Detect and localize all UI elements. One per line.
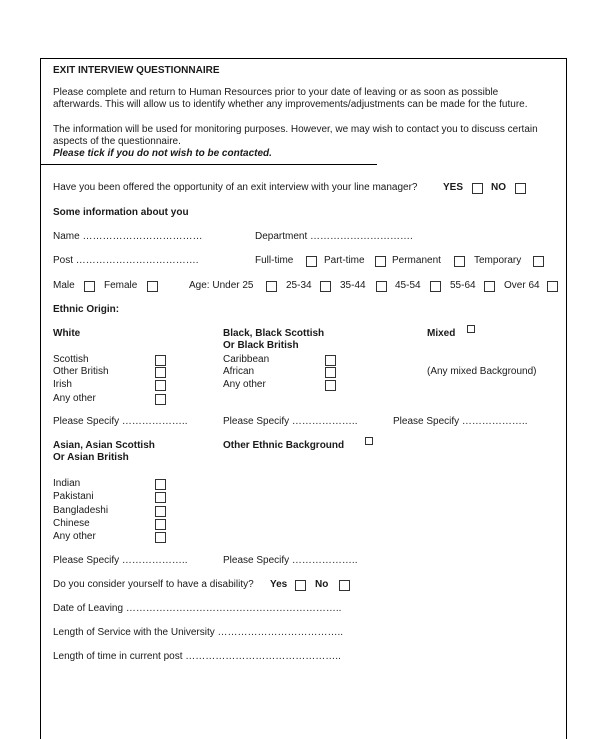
header-divider <box>41 164 377 165</box>
white-any-other-checkbox[interactable] <box>155 394 166 405</box>
asian-bangladeshi-checkbox[interactable] <box>155 506 166 517</box>
age-55-64-checkbox[interactable] <box>484 281 495 292</box>
temporary-checkbox[interactable] <box>533 256 544 267</box>
asian-any-other-checkbox[interactable] <box>155 532 166 543</box>
exit-no-checkbox[interactable] <box>515 183 526 194</box>
black-heading-2: Or Black British <box>223 340 299 351</box>
black-option-any-other: Any other <box>223 379 266 390</box>
white-other-british-checkbox[interactable] <box>155 367 166 378</box>
length-in-post-field[interactable]: Length of time in current post ……………………………………….. <box>53 651 341 662</box>
monitor-line-1: The information will be used for monitoring purposes. However, we may wish to contact you to discuss certain <box>53 124 538 135</box>
disability-yes-checkbox[interactable] <box>295 580 306 591</box>
age-55-64-label: 55-64 <box>450 280 476 291</box>
white-heading: White <box>53 328 81 339</box>
department-field[interactable]: Department …………………………. <box>255 231 413 242</box>
mixed-note: (Any mixed Background) <box>427 366 537 377</box>
age-under-25-checkbox[interactable] <box>266 281 277 292</box>
mixed-heading: Mixed <box>427 328 456 339</box>
age-over-64-checkbox[interactable] <box>547 281 558 292</box>
exit-no-label: NO <box>491 182 506 193</box>
disability-no-checkbox[interactable] <box>339 580 350 591</box>
white-irish-checkbox[interactable] <box>155 380 166 391</box>
white-specify-field[interactable]: Please Specify ……………….. <box>53 416 188 427</box>
other-specify-field[interactable]: Please Specify ……………….. <box>223 555 358 566</box>
asian-option-any-other: Any other <box>53 531 96 542</box>
black-option-caribbean: Caribbean <box>223 354 270 365</box>
asian-option-chinese: Chinese <box>53 518 90 529</box>
age-25-34-checkbox[interactable] <box>320 281 331 292</box>
asian-option-indian: Indian <box>53 478 81 489</box>
no-contact-note: Please tick if you do not wish to be contacted. <box>53 148 272 159</box>
female-checkbox[interactable] <box>147 281 158 292</box>
other-ethnic-heading: Other Ethnic Background <box>223 440 345 451</box>
exit-yes-checkbox[interactable] <box>472 183 483 194</box>
about-heading: Some information about you <box>53 207 189 218</box>
questionnaire-sheet <box>40 58 567 739</box>
post-field[interactable]: Post ………………………………. <box>53 255 199 266</box>
black-african-checkbox[interactable] <box>325 367 336 378</box>
date-of-leaving-field[interactable]: Date of Leaving ……………………………………………………….. <box>53 603 342 614</box>
intro-line-1: Please complete and return to Human Resources prior to your date of leaving or as soon as possible <box>53 87 499 98</box>
fulltime-checkbox[interactable] <box>306 256 317 267</box>
permanent-checkbox[interactable] <box>454 256 465 267</box>
name-field[interactable]: Name ……………………………… <box>53 231 203 242</box>
age-35-44-label: 35-44 <box>340 280 366 291</box>
intro-line-2: afterwards. This will allow us to identify whether any improvements/adjustments can be made for the future. <box>53 99 528 110</box>
male-checkbox[interactable] <box>84 281 95 292</box>
mixed-checkbox[interactable] <box>467 325 475 333</box>
age-under-25-label: Age: Under 25 <box>189 280 254 291</box>
age-35-44-checkbox[interactable] <box>376 281 387 292</box>
white-option-scottish: Scottish <box>53 354 89 365</box>
parttime-checkbox[interactable] <box>375 256 386 267</box>
disability-yes-label: Yes <box>270 579 288 590</box>
asian-chinese-checkbox[interactable] <box>155 519 166 530</box>
male-label: Male <box>53 280 75 291</box>
black-option-african: African <box>223 366 255 377</box>
temporary-label: Temporary <box>474 255 522 266</box>
exit-yes-label: YES <box>443 182 464 193</box>
disability-no-label: No <box>315 579 329 590</box>
asian-heading-2: Or Asian British <box>53 452 129 463</box>
form-title: EXIT INTERVIEW QUESTIONNAIRE <box>53 65 220 76</box>
fulltime-label: Full-time <box>255 255 294 266</box>
asian-option-bangladeshi: Bangladeshi <box>53 505 109 516</box>
monitor-line-2: aspects of the questionnaire. <box>53 136 181 147</box>
age-over-64-label: Over 64 <box>504 280 540 291</box>
ethnic-heading: Ethnic Origin: <box>53 304 120 315</box>
asian-heading-1: Asian, Asian Scottish <box>53 440 155 451</box>
permanent-label: Permanent <box>392 255 441 266</box>
white-option-any-other: Any other <box>53 393 96 404</box>
white-option-other-british: Other British <box>53 366 109 377</box>
asian-specify-field[interactable]: Please Specify ……………….. <box>53 555 188 566</box>
disability-question: Do you consider yourself to have a disability? <box>53 579 254 590</box>
length-of-service-field[interactable]: Length of Service with the University ……………………………….. <box>53 627 344 638</box>
other-ethnic-checkbox[interactable] <box>365 437 373 445</box>
white-option-irish: Irish <box>53 379 72 390</box>
age-25-34-label: 25-34 <box>286 280 312 291</box>
age-45-54-label: 45-54 <box>395 280 421 291</box>
exit-interview-question: Have you been offered the opportunity of an exit interview with your line manager? <box>53 182 418 193</box>
black-any-other-checkbox[interactable] <box>325 380 336 391</box>
black-specify-field[interactable]: Please Specify ……………….. <box>223 416 358 427</box>
parttime-label: Part-time <box>324 255 365 266</box>
black-heading-1: Black, Black Scottish <box>223 328 325 339</box>
white-scottish-checkbox[interactable] <box>155 355 166 366</box>
mixed-specify-field[interactable]: Please Specify ……………….. <box>393 416 528 427</box>
asian-pakistani-checkbox[interactable] <box>155 492 166 503</box>
asian-option-pakistani: Pakistani <box>53 491 94 502</box>
black-caribbean-checkbox[interactable] <box>325 355 336 366</box>
female-label: Female <box>104 280 138 291</box>
age-45-54-checkbox[interactable] <box>430 281 441 292</box>
asian-indian-checkbox[interactable] <box>155 479 166 490</box>
